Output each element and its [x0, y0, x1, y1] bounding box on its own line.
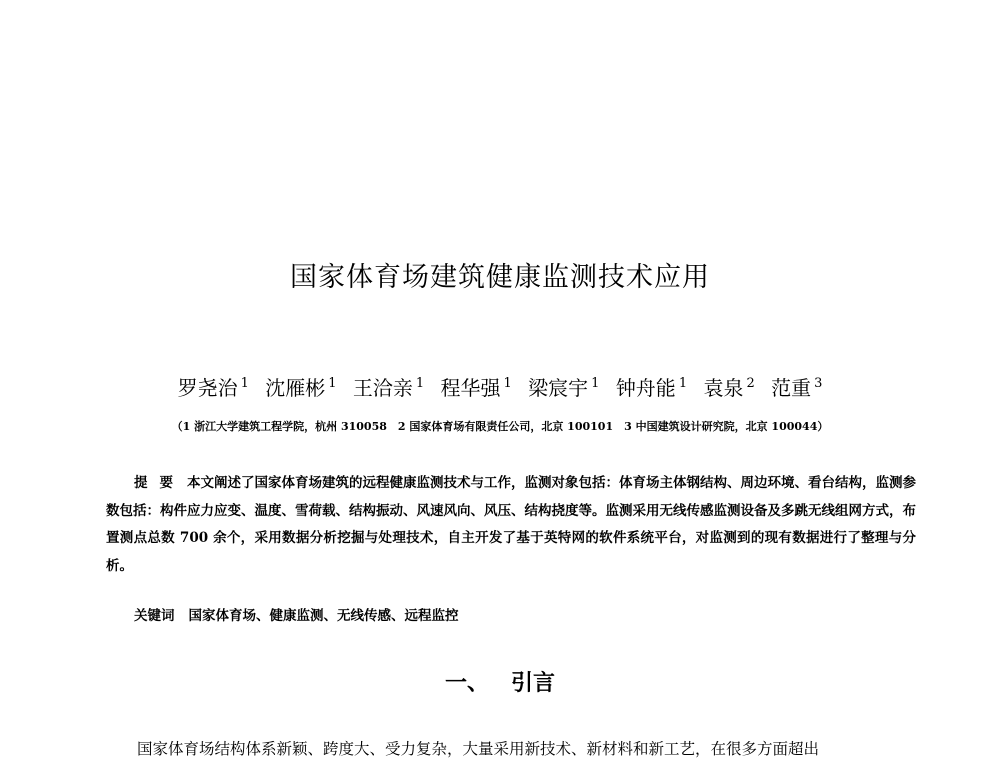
paper-title: 国家体育场建筑健康监测技术应用: [290, 262, 710, 293]
abstract: [106, 470, 916, 580]
body-paragraph: 国家体育场结构体系新颖、跨度大、受力复杂，大量采用新技术、新材料和新工艺，在很多方面超出: [137, 740, 820, 758]
keywords: [134, 604, 459, 628]
affiliations: （1 浙江大学建筑工程学院，杭州 310058 2 国家体育场有限责任公司，北京 100101 3 中国建筑设计研究院，北京 100044）: [171, 420, 829, 433]
affiliation-marker: 3: [814, 376, 823, 391]
author-name: 程华强: [440, 376, 501, 400]
author-list: [0, 370, 1000, 402]
affiliation-marker: 1: [591, 376, 600, 391]
author: [178, 370, 249, 402]
abstract-text: 本文阐述了国家体育场建筑的远程健康监测技术与工作，监测对象包括：体育场主体钢结构、周边环境、看台结构，监测参数包括：构件应力应变、温度、雪荷载、结构振动、风速风向、风压、结构挠度等。监测采用无线传感监测设备及多跳无线组网方式，布置测点总数 700 余个，采用数据分析挖掘与处理技术，自主开发了基于英特网的软件系统平台，对监测到的现有数据进行了整理与分析。: [106, 475, 916, 574]
author-name: 钟舟能: [615, 376, 676, 400]
author: [353, 370, 424, 402]
affiliation-marker: 1: [240, 376, 249, 391]
author: [441, 370, 512, 402]
author: [528, 370, 599, 402]
affiliation-marker: 1: [503, 376, 512, 391]
affiliation-marker: 1: [415, 376, 425, 391]
author-name: 梁宸宇: [528, 376, 589, 400]
author-name: 袁泉: [703, 376, 744, 400]
section-heading: [0, 668, 1000, 700]
section-number: 一、: [444, 671, 489, 696]
keywords-text: 国家体育场、健康监测、无线传感、远程监控: [188, 608, 459, 624]
affiliation-marker: 2: [746, 376, 755, 391]
author: [703, 370, 754, 402]
affiliation-marker: 1: [328, 376, 337, 391]
author: [616, 370, 687, 402]
author-name: 沈雁彬: [265, 376, 326, 400]
abstract-label: 提要: [134, 475, 185, 491]
keywords-label: 关键词: [134, 608, 175, 624]
author: [265, 370, 336, 402]
author-name: 范重: [771, 376, 812, 400]
section-title: 引言: [511, 671, 556, 696]
author: [771, 370, 822, 402]
affiliation-marker: 1: [678, 376, 688, 391]
author-name: 王洽亲: [352, 376, 413, 400]
author-name: 罗尧治: [177, 376, 238, 400]
